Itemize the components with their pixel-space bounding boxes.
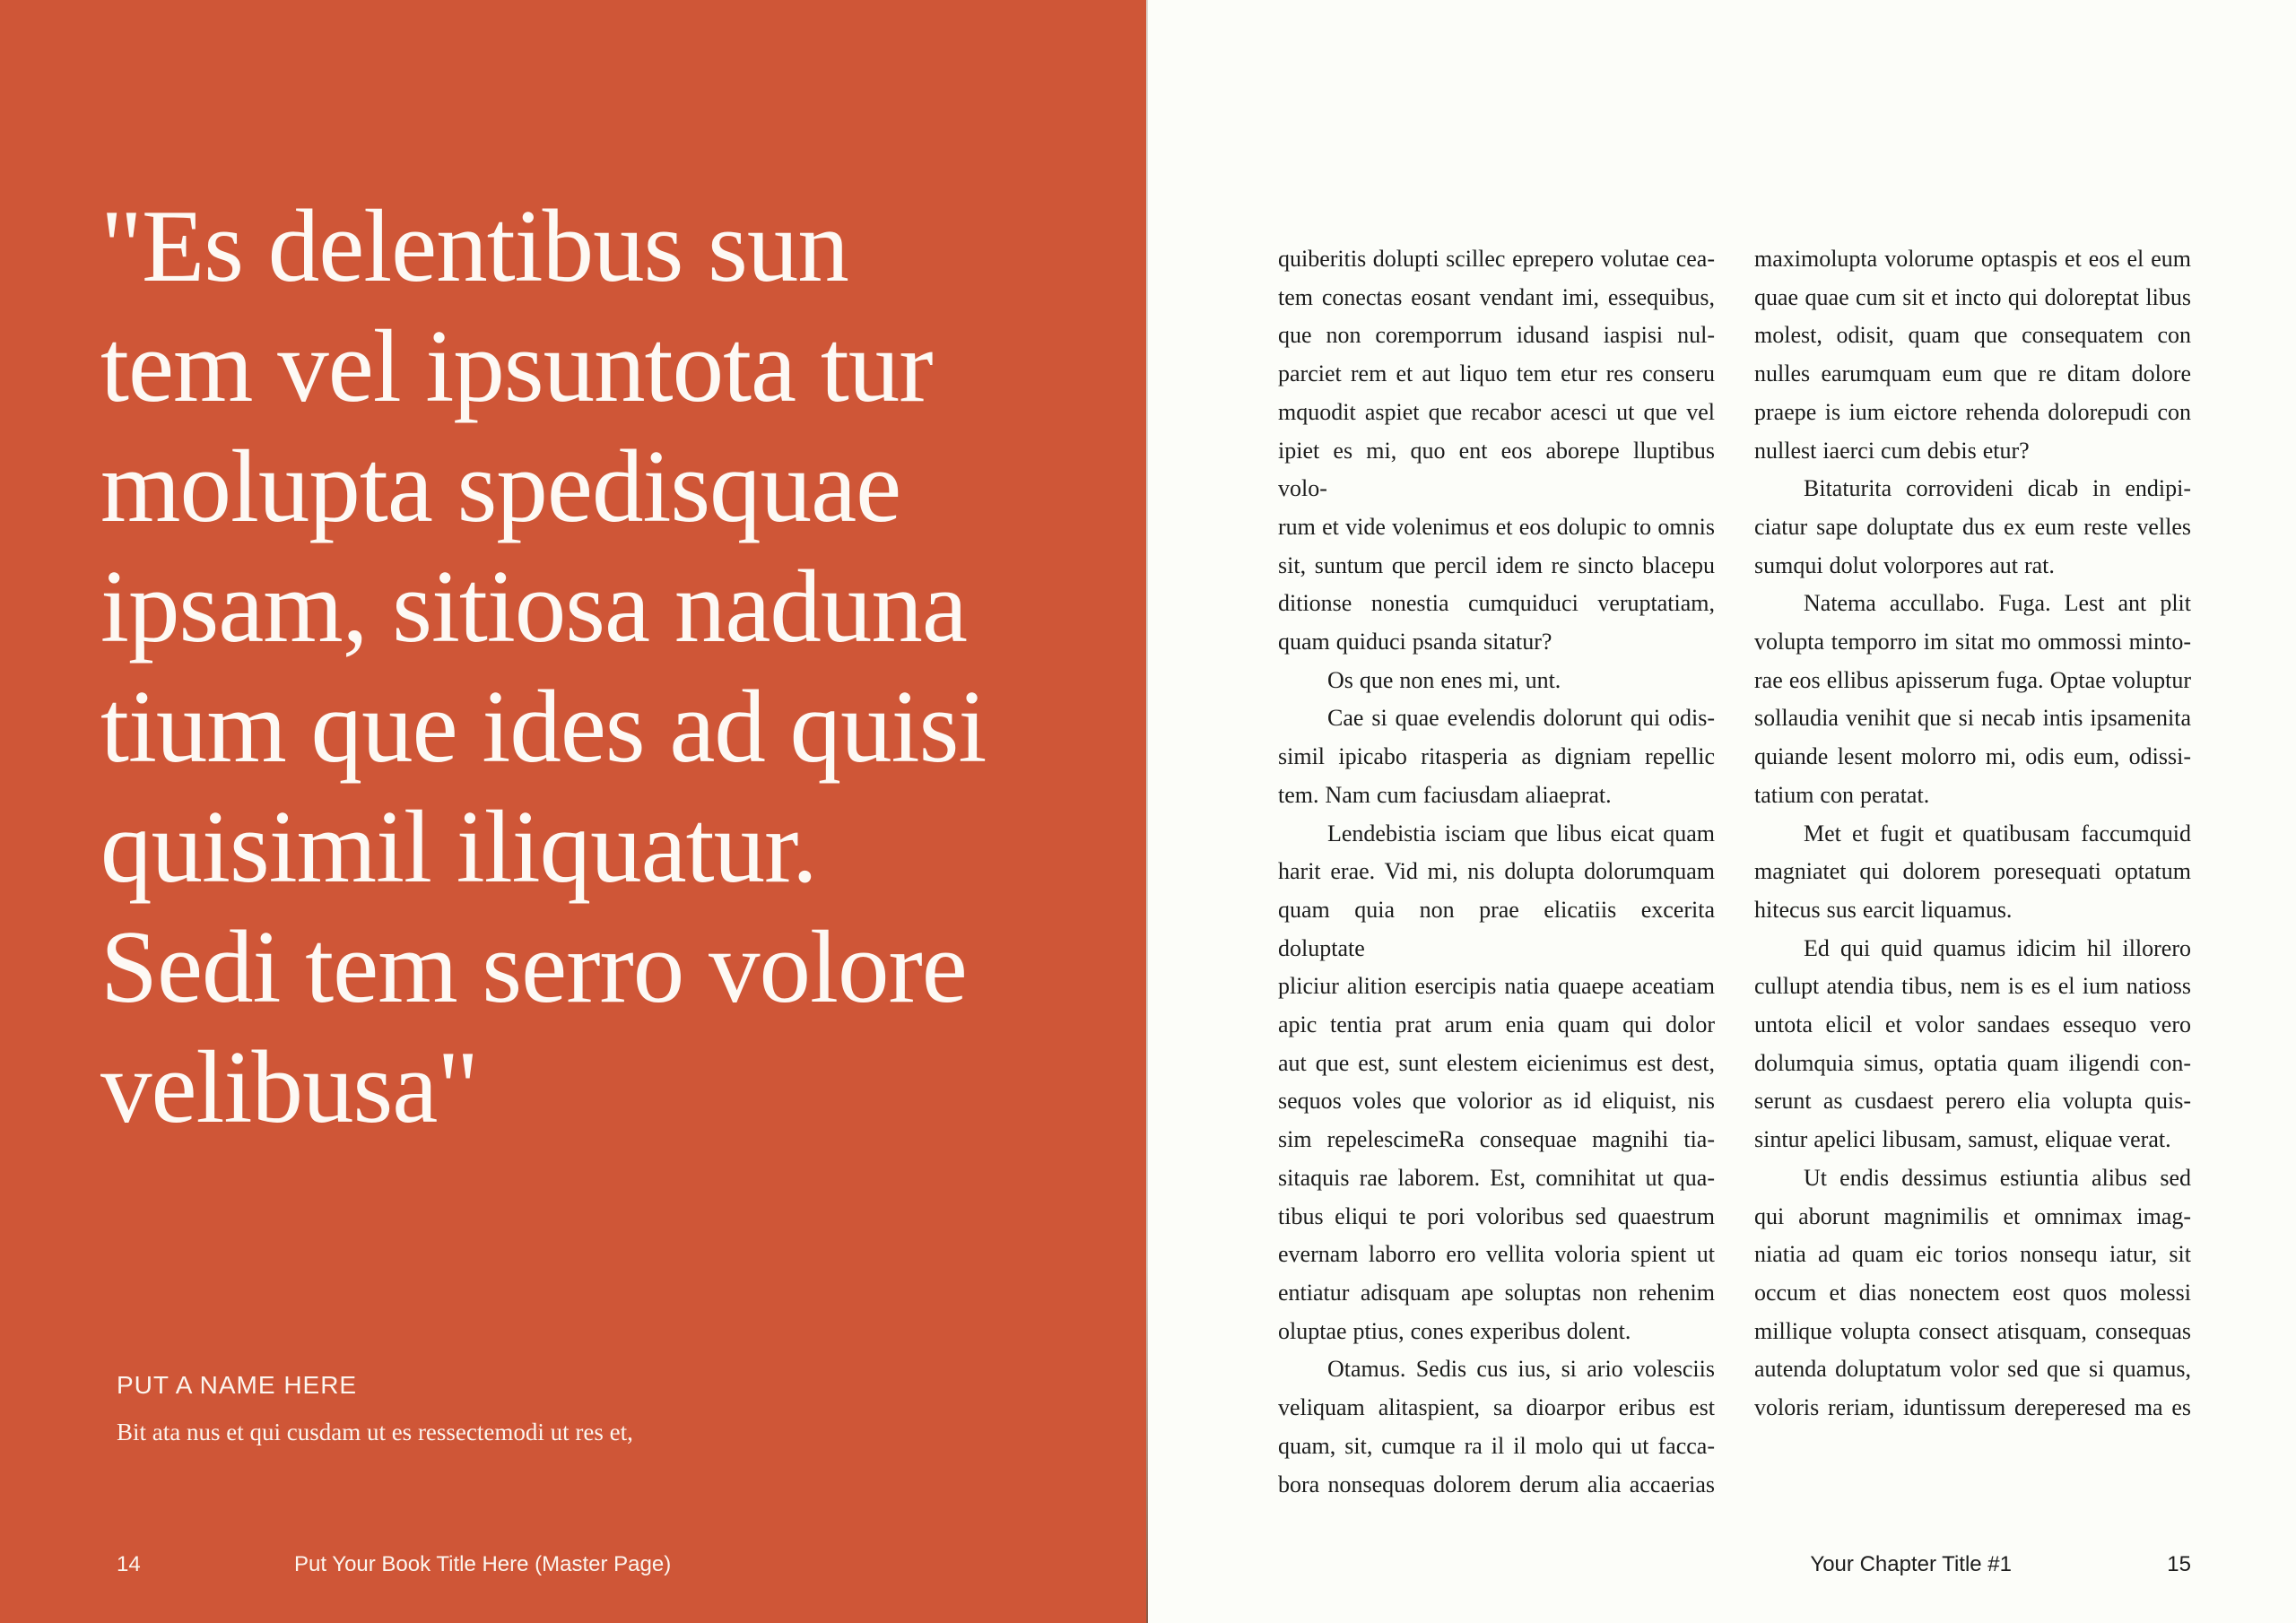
left-page (0, 0, 1146, 1623)
author-subtitle: Bit ata nus et qui cusdam ut es ressectemodi ut res et, (117, 1419, 633, 1445)
text-line: evernam laborro ero vellita voloria spient ut (1278, 1241, 1715, 1268)
text-line: bora nonsequas dolorem derum alia accaerias (1278, 1471, 1715, 1497)
text-line: magniatet qui dolorem poresequati optatum (1754, 858, 2191, 885)
text-line: quam quia non prae elicatiis excerita doluptate (1278, 896, 1715, 961)
quote-line: molupta spedisquae (100, 430, 901, 543)
text-line: veliquam alitaspient, sa dioarpor eribus est (1278, 1394, 1715, 1421)
quote-line: tem vel ipsuntota tur (100, 309, 933, 423)
quote-line: tium que ides ad quisi (100, 670, 987, 784)
text-line: Bitaturita corrovideni dicab in endipi- (1804, 475, 2191, 502)
text-line: tem conectas eosant vendant imi, essequibus, (1278, 283, 1715, 310)
quote-line: "Es delentibus sun (100, 189, 848, 303)
text-line: ipiet es mi, quo ent eos aborepe lluptibus volo- (1278, 437, 1715, 502)
right-page (1148, 0, 2296, 1623)
text-line: voloris reriam, iduntissum dereperesed ma es (1754, 1394, 2191, 1421)
text-line: praepe is ium eictore rehenda dolorepudi con (1754, 398, 2191, 425)
text-line: Otamus. Sedis cus ius, si ario volesciis (1327, 1356, 1715, 1383)
text-line: sollaudia venihit que si necab intis ipsamenita (1754, 705, 2191, 732)
pull-quote (100, 187, 986, 1148)
text-line: Natema accullabo. Fuga. Lest ant plit (1804, 590, 2191, 617)
text-line: harit erae. Vid mi, nis dolupta dolorumquam (1278, 858, 1715, 885)
text-line: Os que non enes mi, unt. (1327, 666, 1561, 693)
text-line: sim repelescimeRa consequae magnihi tia- (1278, 1126, 1715, 1153)
text-line: volupta temporro im sitat mo ommossi minto- (1754, 629, 2191, 655)
text-line: simil ipicabo ritasperia as digniam repellic (1278, 743, 1715, 770)
text-line: nullest iaerci cum debis etur? (1754, 437, 2030, 464)
chapter-title: Your Chapter Title #1 (1810, 1552, 2012, 1576)
text-line: parciet rem et aut liquo tem etur res conseru (1278, 360, 1715, 387)
text-line: quam, sit, cumque ra il il molo qui ut facca- (1278, 1432, 1715, 1459)
text-line: nulles earumquam eum que re ditam dolore (1754, 360, 2191, 387)
text-line: quiande lesent molorro mi, odis eum, odissi- (1754, 743, 2191, 770)
text-line: untota elicil et volor sandaes essequo vero (1754, 1011, 2191, 1038)
text-line: Ut endis dessimus estiuntia alibus sed (1804, 1164, 2191, 1191)
text-line: ditionse nonestia cumquiduci veruptatiam, (1278, 590, 1715, 617)
text-line: sumqui dolut volorpores aut rat. (1754, 551, 2055, 578)
text-line: entiatur adisquam ape soluptas non rehenim (1278, 1279, 1715, 1306)
book-title: Put Your Book Title Here (Master Page) (294, 1552, 672, 1576)
text-line: que non coremporrum idusand iaspisi nul- (1278, 322, 1715, 349)
text-line: quae quae cum sit et incto qui doloreptat libus (1754, 283, 2191, 310)
text-line: sintur apelici libusam, samust, eliquae verat. (1754, 1126, 2171, 1153)
text-line: maximolupta volorume optaspis et eos el eum (1754, 246, 2191, 272)
quote-line: quisimil iliquatur. (100, 790, 817, 904)
text-column-2 (1754, 240, 2191, 1428)
text-line: serunt as cusdaest perero elia volupta quis- (1754, 1088, 2191, 1115)
quote-line: Sedi tem serro volore (100, 910, 967, 1024)
text-line: Cae si quae evelendis dolorunt qui odis- (1327, 705, 1715, 732)
text-line: aut que est, sunt elestem eicienimus est dest, (1278, 1049, 1715, 1076)
text-line: niatia ad quam eic torios nonsequ iatur, sit (1754, 1241, 2191, 1268)
text-line: quiberitis dolupti scillec eprepero volutae cea- (1278, 246, 1715, 272)
text-line: apic tentia prat arum enia quam qui dolor (1278, 1011, 1715, 1038)
text-line: millique volupta consect atisquam, consequas (1754, 1317, 2191, 1344)
text-line: rum et vide volenimus et eos dolupic to omnis (1278, 513, 1715, 540)
page-number-right: 15 (2167, 1552, 2191, 1576)
author-name-label: PUT A NAME HERE (117, 1371, 358, 1399)
text-line: rae eos ellibus apisserum fuga. Optae voluptur (1754, 666, 2191, 693)
text-line: tatium con peratat. (1754, 781, 1930, 808)
text-line: ciatur sape doluptate dus ex eum reste velles (1754, 513, 2191, 540)
text-column-1 (1278, 240, 1715, 1504)
text-line: qui aborunt magnimilis et omnimax imag- (1754, 1202, 2191, 1229)
quote-line: velibusa" (100, 1030, 479, 1144)
text-line: hitecus sus earcit liquamus. (1754, 896, 2013, 923)
text-line: tibus eliqui te pori voloribus sed quaestrum (1278, 1202, 1715, 1229)
text-line: sequos voles que volorior as id eliquist, nis (1278, 1088, 1715, 1115)
text-line: sitaquis rae laborem. Est, comnihitat ut qua- (1278, 1164, 1715, 1191)
text-line: quam quiduci psanda sitatur? (1278, 629, 1552, 655)
page-number-left: 14 (117, 1552, 141, 1576)
text-line: pliciur alition esercipis natia quaepe aceatiam (1278, 973, 1715, 1000)
text-line: oluptae ptius, cones experibus dolent. (1278, 1317, 1631, 1344)
quote-line: ipsam, sitiosa naduna (100, 550, 967, 664)
text-line: cullupt atendia tibus, nem is es el ium natioss (1754, 973, 2191, 1000)
text-line: dolumquia simus, optatia quam iligendi con- (1754, 1049, 2191, 1076)
text-line: Ed qui quid quamus idicim hil illorero (1804, 934, 2191, 961)
text-line: occum et dias nonectem eost quos molessi (1754, 1279, 2191, 1306)
text-line: mquodit aspiet que recabor acesci ut que vel (1278, 398, 1715, 425)
text-line: Met et fugit et quatibusam faccumquid (1804, 820, 2191, 846)
text-line: sit, suntum que percil idem re sincto blacepu (1278, 551, 1715, 578)
text-line: molest, odisit, quam que consequatem con (1754, 322, 2191, 349)
text-line: Lendebistia isciam que libus eicat quam (1327, 820, 1715, 846)
text-line: tem. Nam cum faciusdam aliaeprat. (1278, 781, 1612, 808)
text-line: autenda doluptatum volor sed que si quamus, (1754, 1356, 2191, 1383)
